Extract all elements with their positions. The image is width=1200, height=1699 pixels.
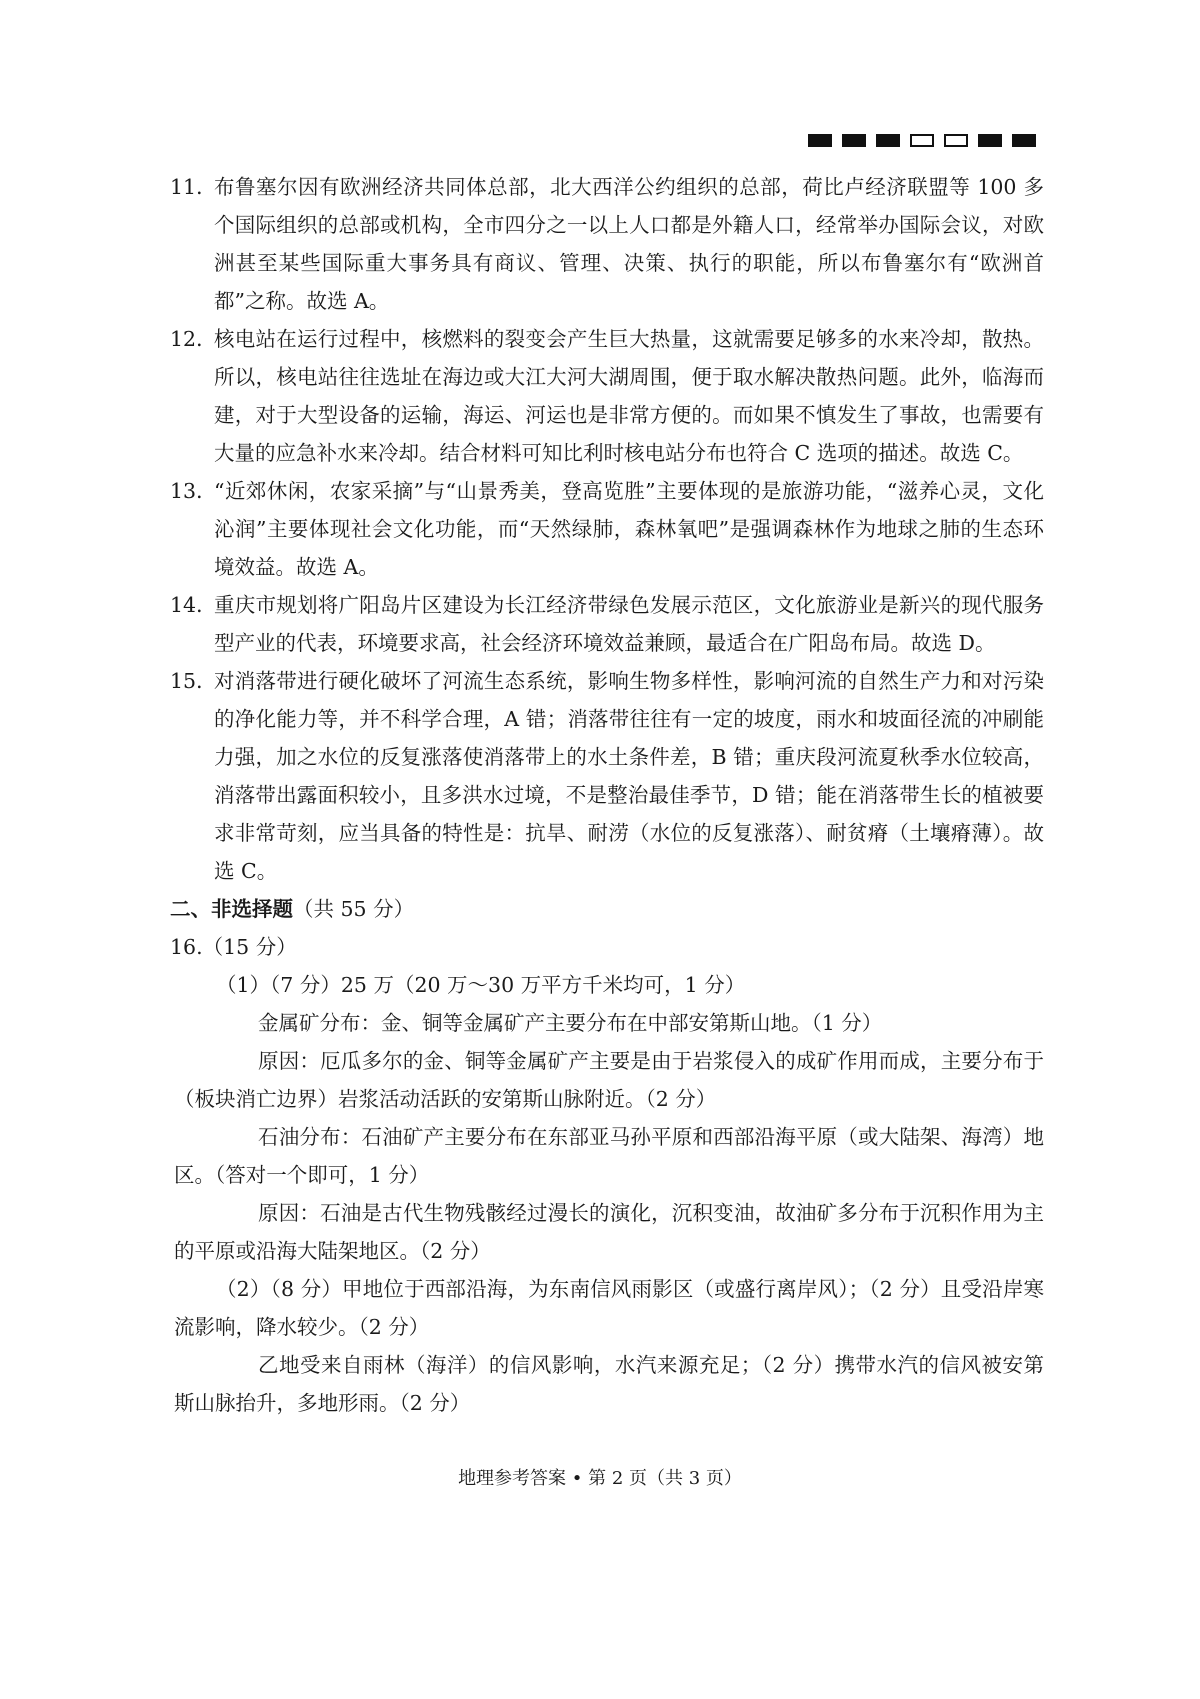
header-mark bbox=[910, 134, 934, 147]
page-footer: 地理参考答案 • 第 2 页（共 3 页） bbox=[458, 1468, 742, 1489]
item-number: 14． bbox=[170, 593, 217, 617]
answer-item-12 bbox=[170, 320, 1044, 472]
item-text: 核电站在运行过程中，核燃料的裂变会产生巨大热量，这就需要足够多的水来冷却，散热。所以，核电站往往选址在海边或大江大河大湖周围，便于取水解决散热问题。此外，临海而建，对于大型设备的运输，海运、河运也是非常方便的。而如果不慎发生了事故，也需要有大量的应急补水来冷却。结合材料可知比利时核电站分布也符合 C 选项的描述。故选 C。 bbox=[214, 327, 1044, 465]
item-number: 13． bbox=[170, 479, 217, 503]
section-title bbox=[170, 890, 1044, 928]
answer-item-14 bbox=[170, 586, 1044, 662]
section-title-text: 二、非选择题 bbox=[170, 897, 293, 921]
answer-item-11 bbox=[170, 168, 1044, 320]
item-text: 对消落带进行硬化破坏了河流生态系统，影响生物多样性，影响河流的自然生产力和对污染的净化能力等，并不科学合理，A 错；消落带往往有一定的坡度，雨水和坡面径流的冲刷能力强，加之水位的反复涨落使消落带上的水土条件差，B 错；重庆段河流夏秋季水位较高，消落带出露面积较小，且多洪水过境，不是整治最佳季节，D 错；能在消落带生长的植被要求非常苛刻，应当具备的特性是：抗旱、耐涝（水位的反复涨落）、耐贫瘠（土壤瘠薄）。故选 C。 bbox=[214, 669, 1044, 883]
item-text: “近郊休闲，农家采摘”与“山景秀美，登高览胜”主要体现的是旅游功能，“滋养心灵，文化沁润”主要体现社会文化功能，而“天然绿肺，森林氧吧”是强调森林作为地球之肺的生态环境效益。故选 A。 bbox=[214, 479, 1044, 579]
answer-item-15 bbox=[170, 662, 1044, 890]
header-mark bbox=[1012, 134, 1036, 147]
q16-metal-distribution: 金属矿分布：金、铜等金属矿产主要分布在中部安第斯山地。（1 分） bbox=[258, 1011, 883, 1035]
q16-part1-lead: （1）（7 分）25 万（20 万～30 万平方千米均可，1 分） bbox=[216, 973, 746, 997]
header-mark bbox=[808, 134, 832, 147]
q16-part2: （2）（8 分）甲地位于西部沿海，为东南信风雨影区（或盛行离岸风）；（2 分）且受沿岸寒流影响，降水较少。（2 分） bbox=[174, 1277, 1044, 1339]
q16-oil-reason: 原因：石油是古代生物残骸经过漫长的演化，沉积变油，故油矿多分布于沉积作用为主的平原或沿海大陆架地区。（2 分） bbox=[174, 1201, 1044, 1263]
item-number: 15． bbox=[170, 669, 217, 693]
q16-metal-reason: 原因：厄瓜多尔的金、铜等金属矿产主要是由于岩浆侵入的成矿作用而成，主要分布于（板块消亡边界）岩浆活动活跃的安第斯山脉附近。（2 分） bbox=[174, 1049, 1044, 1111]
item-number: 11． bbox=[170, 175, 217, 199]
header-mark bbox=[842, 134, 866, 147]
header-mark bbox=[944, 134, 968, 147]
header-mark bbox=[876, 134, 900, 147]
question-16-head: 16.（15 分） bbox=[170, 935, 297, 959]
answer-item-13 bbox=[170, 472, 1044, 586]
q16-oil-distribution: 石油分布：石油矿产主要分布在东部亚马孙平原和西部沿海平原（或大陆架、海湾）地区。（答对一个即可，1 分） bbox=[174, 1125, 1044, 1187]
item-text: 布鲁塞尔因有欧洲经济共同体总部，北大西洋公约组织的总部，荷比卢经济联盟等 100 多个国际组织的总部或机构，全市四分之一以上人口都是外籍人口，经常举办国际会议，对欧洲甚至某些国际重大事务具有商议、管理、决策、执行的职能，所以布鲁塞尔有“欧洲首都”之称。故选 A。 bbox=[214, 175, 1044, 313]
answer-content bbox=[170, 168, 1044, 1422]
header-mark-strip bbox=[808, 134, 1036, 147]
item-number: 12． bbox=[170, 327, 217, 351]
header-mark bbox=[978, 134, 1002, 147]
section-title-note: （共 55 分） bbox=[293, 897, 415, 921]
q16-part2-b: 乙地受来自雨林（海洋）的信风影响，水汽来源充足；（2 分）携带水汽的信风被安第斯山脉抬升，多地形雨。（2 分） bbox=[174, 1353, 1044, 1415]
item-text: 重庆市规划将广阳岛片区建设为长江经济带绿色发展示范区，文化旅游业是新兴的现代服务型产业的代表，环境要求高，社会经济环境效益兼顾，最适合在广阳岛布局。故选 D。 bbox=[214, 593, 1044, 655]
